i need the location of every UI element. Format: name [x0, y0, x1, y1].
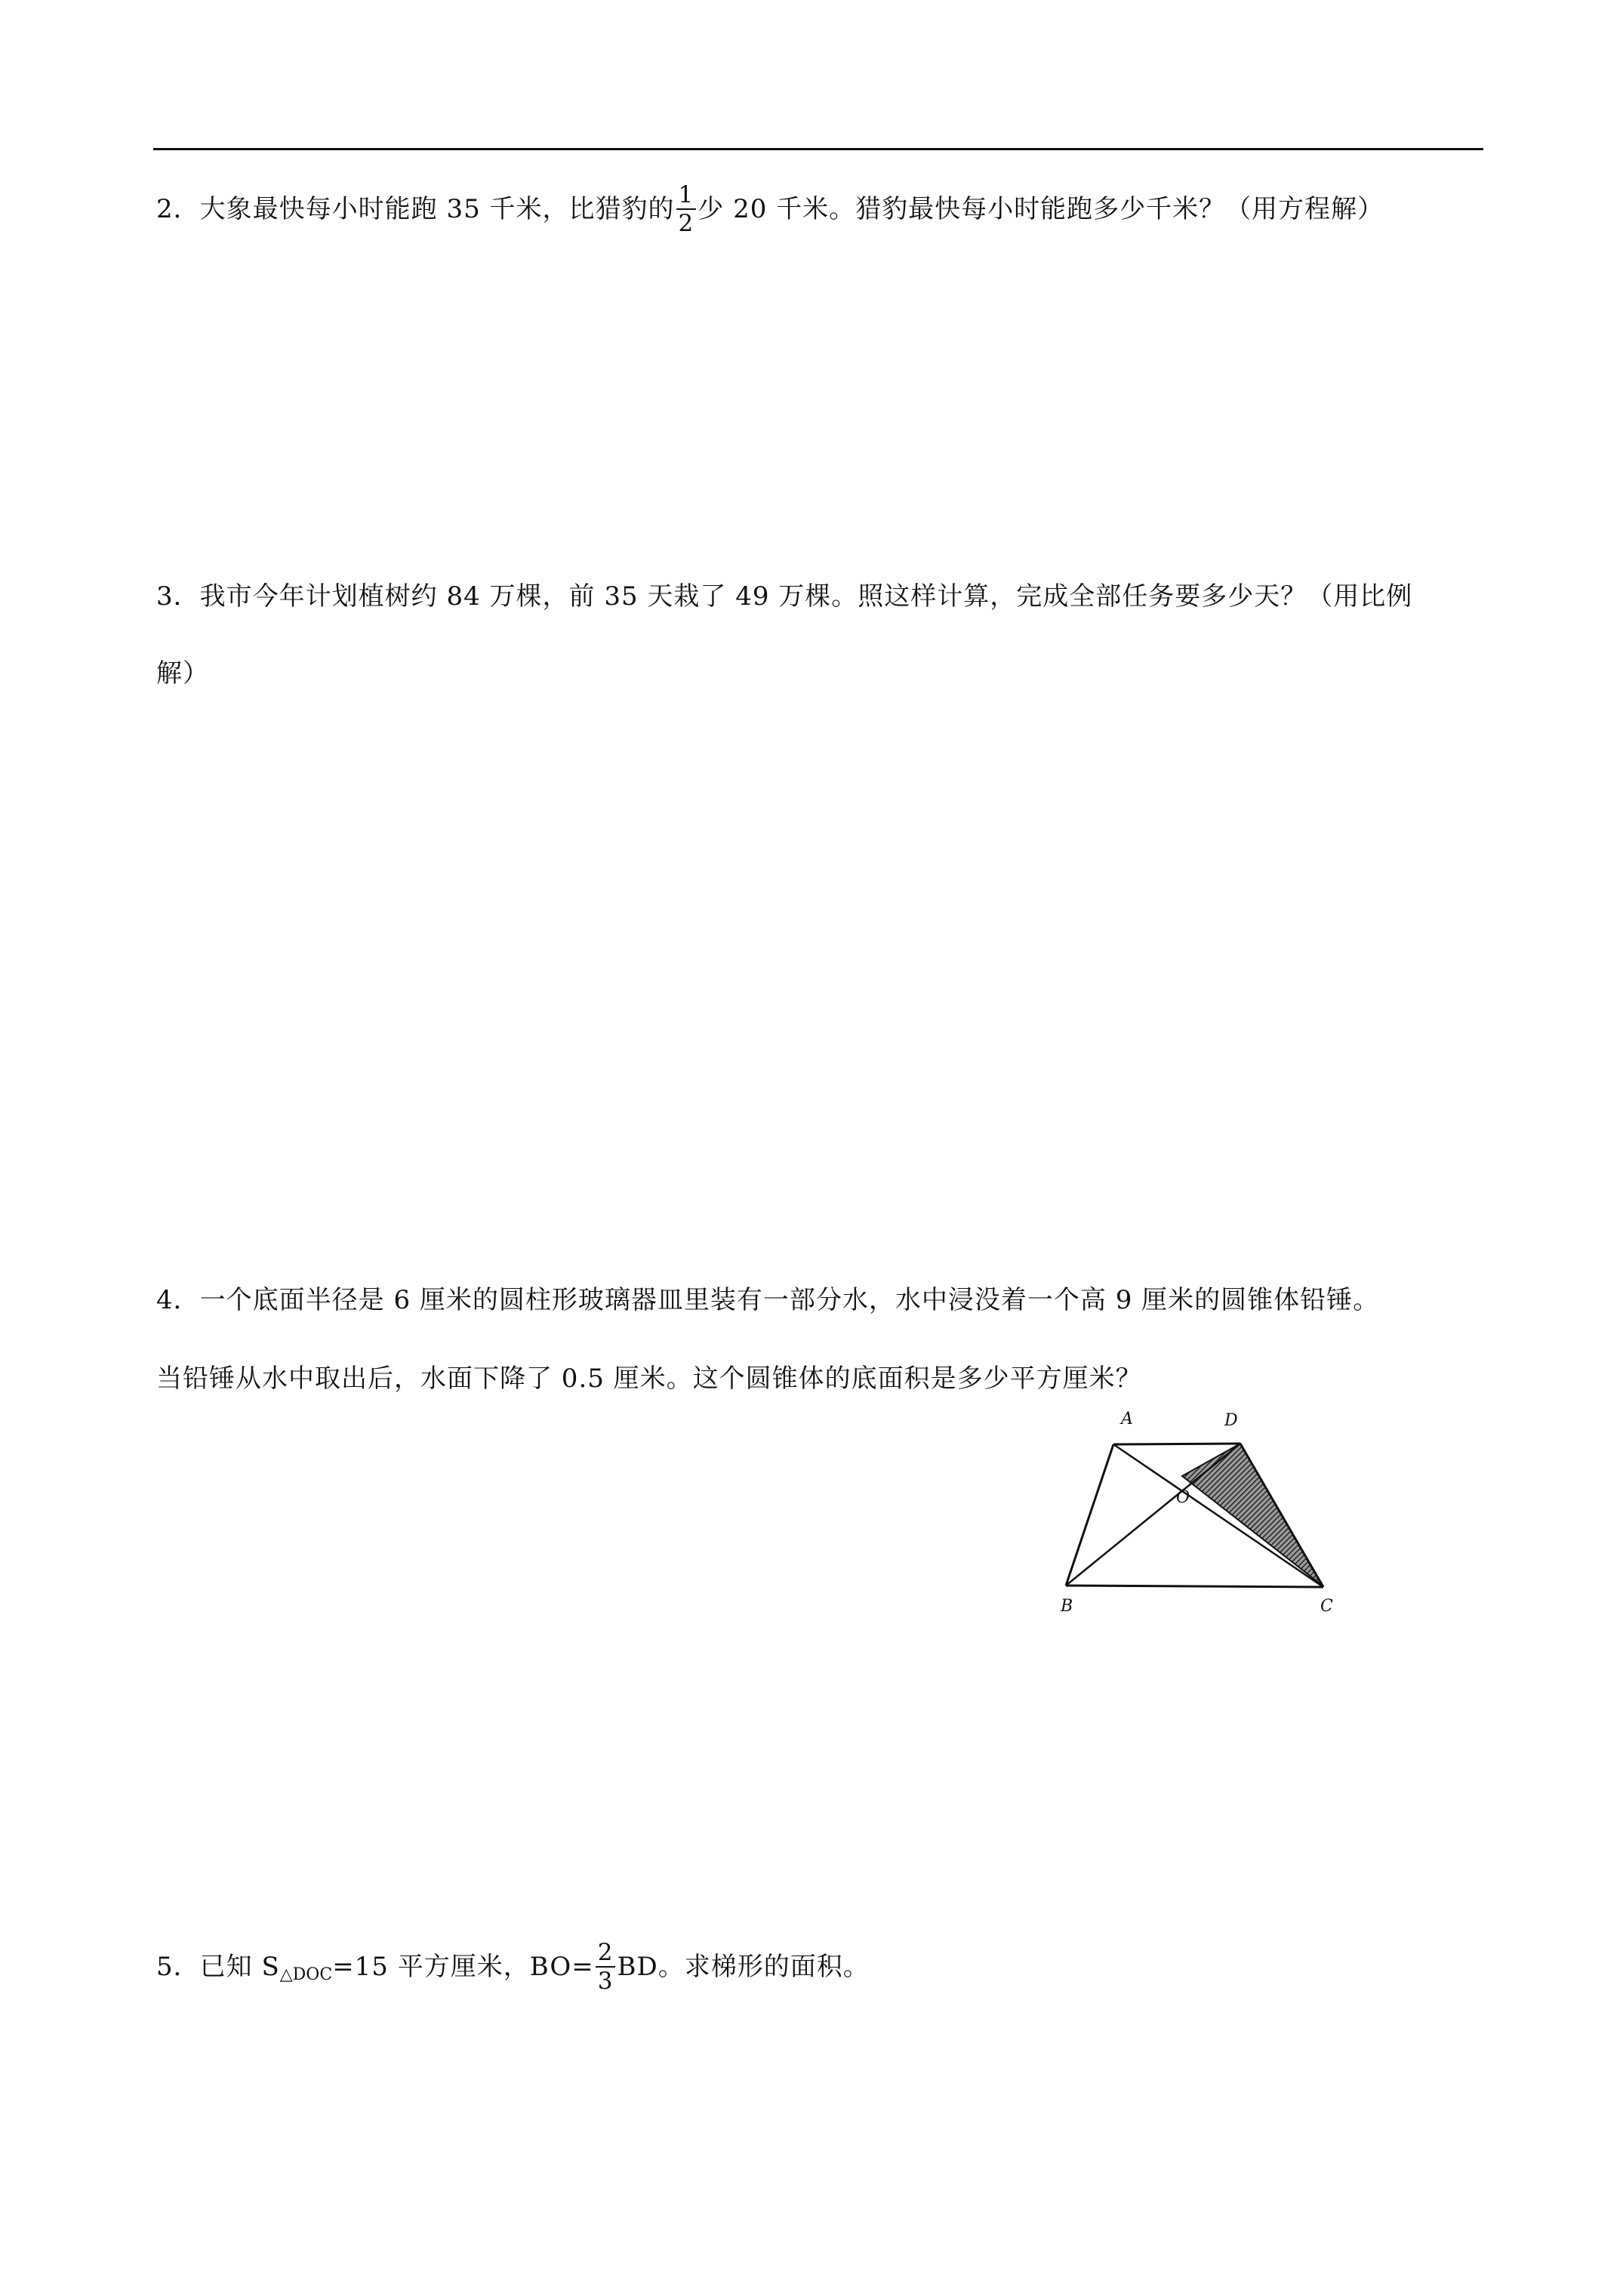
question-number: 5． [156, 1952, 200, 1982]
question-text: 少 20 千米。猎豹最快每小时能跑多少千米？（用方程解） [698, 194, 1384, 224]
question-line-2: 解） [156, 658, 209, 689]
edge-bc [1066, 1586, 1323, 1587]
header-rule [153, 148, 1483, 150]
question-text: BD。求梯形的面积。 [617, 1952, 870, 1982]
question-2 [156, 183, 1485, 239]
question-line-1 [156, 578, 1485, 615]
fraction-one-half [676, 181, 697, 237]
fraction-denominator: 2 [678, 210, 694, 237]
label-a: A [1121, 1410, 1133, 1428]
edge-ab [1066, 1444, 1113, 1586]
question-number: 3． [156, 581, 200, 612]
question-3 [156, 578, 1485, 692]
question-text: 已知 S [199, 1952, 280, 1982]
label-b: B [1061, 1597, 1073, 1614]
label-o: O [1176, 1488, 1190, 1507]
fraction-numerator: 1 [676, 181, 697, 210]
question-text: =15 平方厘米，BO= [332, 1952, 594, 1982]
fraction-two-thirds [596, 1939, 616, 1995]
label-d: D [1224, 1411, 1238, 1430]
question-text: 一个底面半径是 6 厘米的圆柱形玻璃器皿里装有一部分水，水中浸没着一个高 9 厘米的圆锥体铅锤。 [199, 1285, 1380, 1315]
label-c: C [1320, 1597, 1333, 1614]
fraction-denominator: 3 [597, 1968, 614, 1995]
question-5 [156, 1940, 1485, 1996]
question-text: 我市今年计划植树约 84 万棵，前 35 天栽了 49 万棵。照这样计算，完成全部任务要多少天？（用比例 [199, 581, 1413, 612]
question-line-1 [156, 1281, 1485, 1319]
question-number: 4． [156, 1285, 200, 1315]
question-line-2: 当铅锤从水中取出后，水面下降了 0.5 厘米。这个圆锥体的底面积是多少平方厘米？ [156, 1364, 1142, 1394]
trapezoid-figure [1053, 1410, 1355, 1614]
diagonal-bd [1066, 1444, 1240, 1586]
question-4 [156, 1281, 1485, 1398]
question-text: 大象最快每小时能跑 35 千米，比猎豹的 [199, 194, 675, 224]
question-number: 2． [156, 194, 200, 224]
fraction-numerator: 2 [596, 1939, 616, 1968]
triangle-subscript: △DOC [279, 1965, 333, 1984]
